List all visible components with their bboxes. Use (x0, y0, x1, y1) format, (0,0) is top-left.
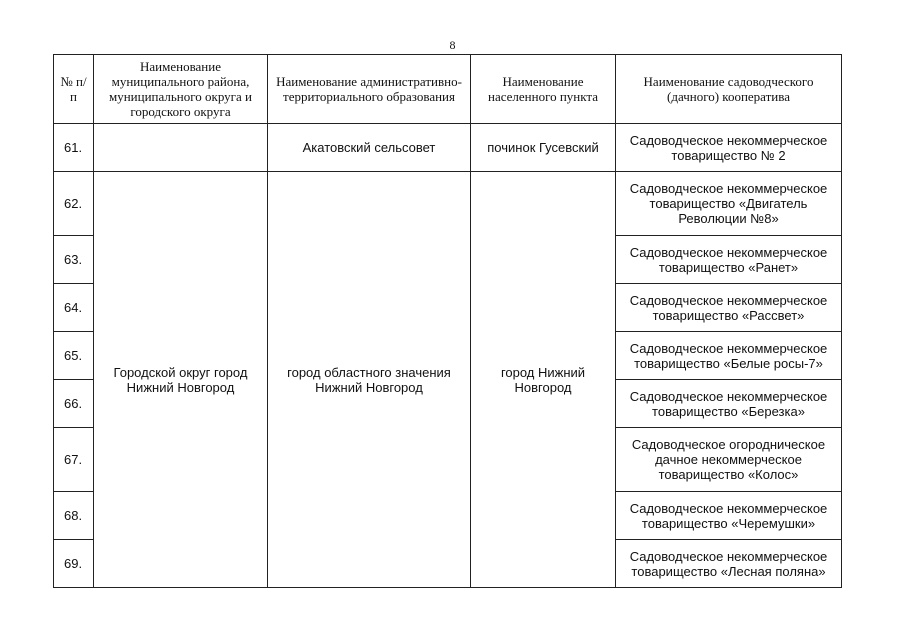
cooperative-cell: Садоводческое некоммерческое товарищество № 2 (616, 124, 842, 172)
settlement-cell-merged: город Нижний Новгород (471, 172, 616, 588)
admin-unit-cell: Акатовский сельсовет (268, 124, 471, 172)
cooperatives-table (53, 54, 842, 588)
row-number: 69. (54, 540, 94, 588)
cooperative-cell: Садоводческое некоммерческое товарищество «Лесная поляна» (616, 540, 842, 588)
row-number: 64. (54, 284, 94, 332)
header-number: № п/п (54, 55, 94, 124)
admin-unit-cell-merged: город областного значения Нижний Новгород (268, 172, 471, 588)
cooperative-cell: Садоводческое некоммерческое товарищество «Рассвет» (616, 284, 842, 332)
page-number: 8 (449, 38, 456, 52)
header-settlement: Наименование населенного пункта (471, 55, 616, 124)
cooperative-cell: Садоводческое некоммерческое товарищество «Березка» (616, 380, 842, 428)
row-number: 63. (54, 236, 94, 284)
row-number: 62. (54, 172, 94, 236)
row-number: 61. (54, 124, 94, 172)
table-row (54, 172, 842, 236)
settlement-cell: починок Гусевский (471, 124, 616, 172)
table-container (53, 54, 842, 588)
header-admin-unit: Наименование административно-территориального образования (268, 55, 471, 124)
district-cell-merged: Городской округ город Нижний Новгород (94, 172, 268, 588)
cooperative-cell: Садоводческое некоммерческое товарищество «Двигатель Революции №8» (616, 172, 842, 236)
district-cell (94, 124, 268, 172)
cooperative-cell: Садоводческое некоммерческое товарищество «Черемушки» (616, 492, 842, 540)
header-cooperative: Наименование садоводческого (дачного) кооператива (616, 55, 842, 124)
row-number: 66. (54, 380, 94, 428)
cooperative-cell: Садоводческое некоммерческое товарищество «Белые росы-7» (616, 332, 842, 380)
table-header-row (54, 55, 842, 124)
row-number: 68. (54, 492, 94, 540)
row-number: 65. (54, 332, 94, 380)
header-district: Наименование муниципального района, муниципального округа и городского округа (94, 55, 268, 124)
cooperative-cell: Садоводческое огородническое дачное некоммерческое товарищество «Колос» (616, 428, 842, 492)
cooperative-cell: Садоводческое некоммерческое товарищество «Ранет» (616, 236, 842, 284)
row-number: 67. (54, 428, 94, 492)
table-row (54, 124, 842, 172)
